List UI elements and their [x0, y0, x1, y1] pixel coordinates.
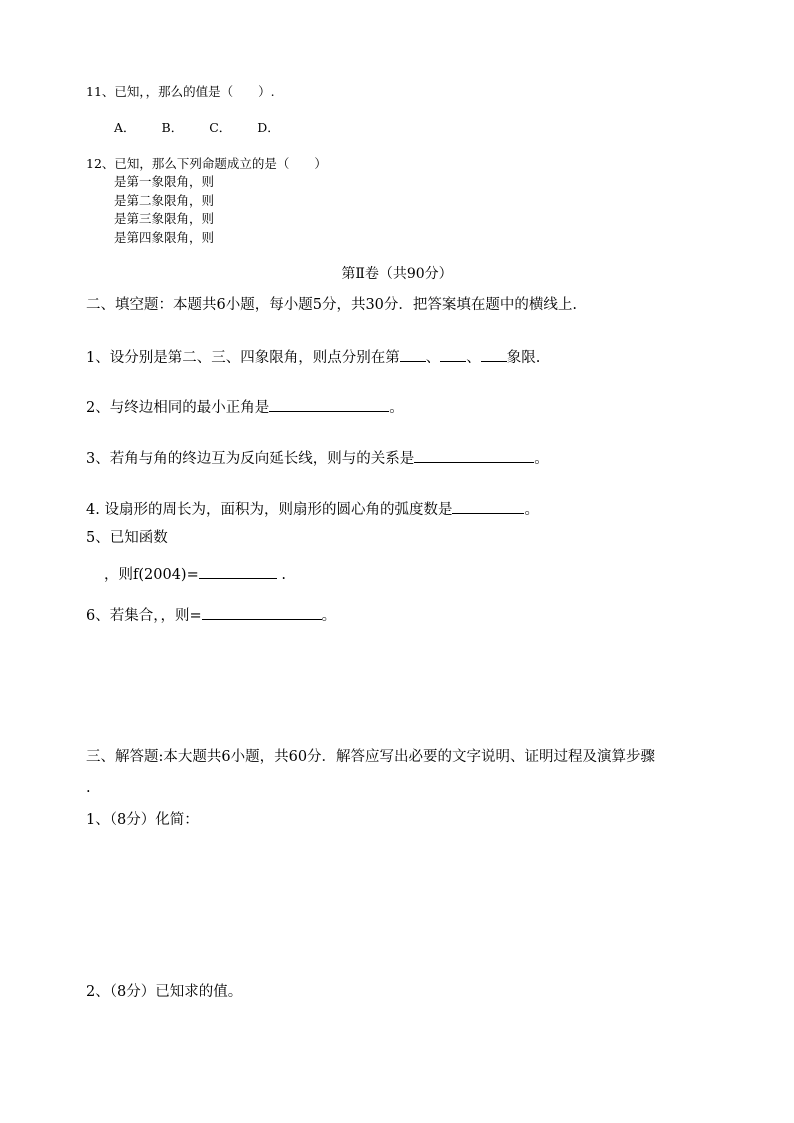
fill-question-6-prefix: 6、若集合，，则=	[86, 608, 202, 624]
fill-question-6-suffix: 。	[321, 608, 337, 624]
fill-question-2-prefix: 2、与终边相同的最小正角是	[86, 400, 270, 416]
option-d: D．	[257, 120, 280, 135]
question-11: 11、已知，，那么的值是（ ）.	[86, 84, 275, 99]
fill-question-2-suffix: 。	[389, 400, 404, 416]
section-3-heading-tail: .	[86, 780, 91, 796]
fill-question-6	[86, 605, 336, 624]
fill-question-4	[86, 499, 539, 518]
question-12: 12、已知，那么下列命题成立的是（ ）	[86, 156, 327, 171]
fill-question-1-suffix: 象限.	[506, 350, 541, 366]
option-c: C．	[209, 120, 232, 135]
fill-question-5-expression	[104, 564, 286, 583]
answer-blank	[481, 347, 507, 362]
section-3-heading: 三、解答题:本大题共6小题，共60分．解答应写出必要的文字说明、证明过程及演算步骤	[86, 749, 656, 765]
answer-blank	[440, 347, 466, 362]
separator: 、	[425, 350, 441, 366]
fill-question-5: 5、已知函数	[86, 530, 168, 546]
answer-blank	[452, 499, 524, 514]
option-b: B．	[161, 120, 184, 135]
answer-blank	[414, 448, 534, 463]
fill-question-4-prefix: 4. 设扇形的周长为，面积为，则扇形的圆心角的弧度数是	[86, 502, 453, 518]
fill-question-3-prefix: 3、若角与角的终边互为反向延长线，则与的关系是	[86, 451, 415, 467]
fill-question-3	[86, 448, 549, 467]
fill-question-5-prefix: ，则f(2004)=	[104, 567, 199, 583]
question-12-choice-1: 是第一象限角，则	[114, 174, 215, 189]
answer-question-2: 2、（8分）已知求的值。	[86, 984, 243, 1000]
answer-question-1: 1、（8分）化简：	[86, 812, 199, 828]
answer-blank	[202, 605, 322, 620]
fill-question-1-prefix: 1、设分别是第二、三、四象限角，则点分别在第	[86, 350, 400, 366]
question-12-choice-4: 是第四象限角，则	[114, 230, 215, 245]
fill-question-4-suffix: 。	[524, 502, 539, 518]
option-a: A．	[114, 120, 136, 135]
fill-question-2	[86, 397, 404, 416]
question-12-choice-2: 是第二象限角，则	[114, 193, 215, 208]
answer-blank	[199, 564, 277, 579]
fill-question-3-suffix: 。	[534, 451, 549, 467]
question-12-choice-3: 是第三象限角，则	[114, 211, 215, 226]
section-2-heading: 二、填空题：本题共6小题，每小题5分，共30分．把答案填在题中的横线上.	[86, 297, 578, 313]
answer-blank	[269, 397, 389, 412]
fill-question-5-suffix: .	[276, 567, 286, 583]
separator: 、	[466, 350, 481, 366]
fill-question-1	[86, 347, 540, 366]
answer-blank	[400, 347, 426, 362]
question-11-options	[114, 122, 302, 135]
part-2-title: 第Ⅱ卷（共90分）	[341, 266, 453, 282]
